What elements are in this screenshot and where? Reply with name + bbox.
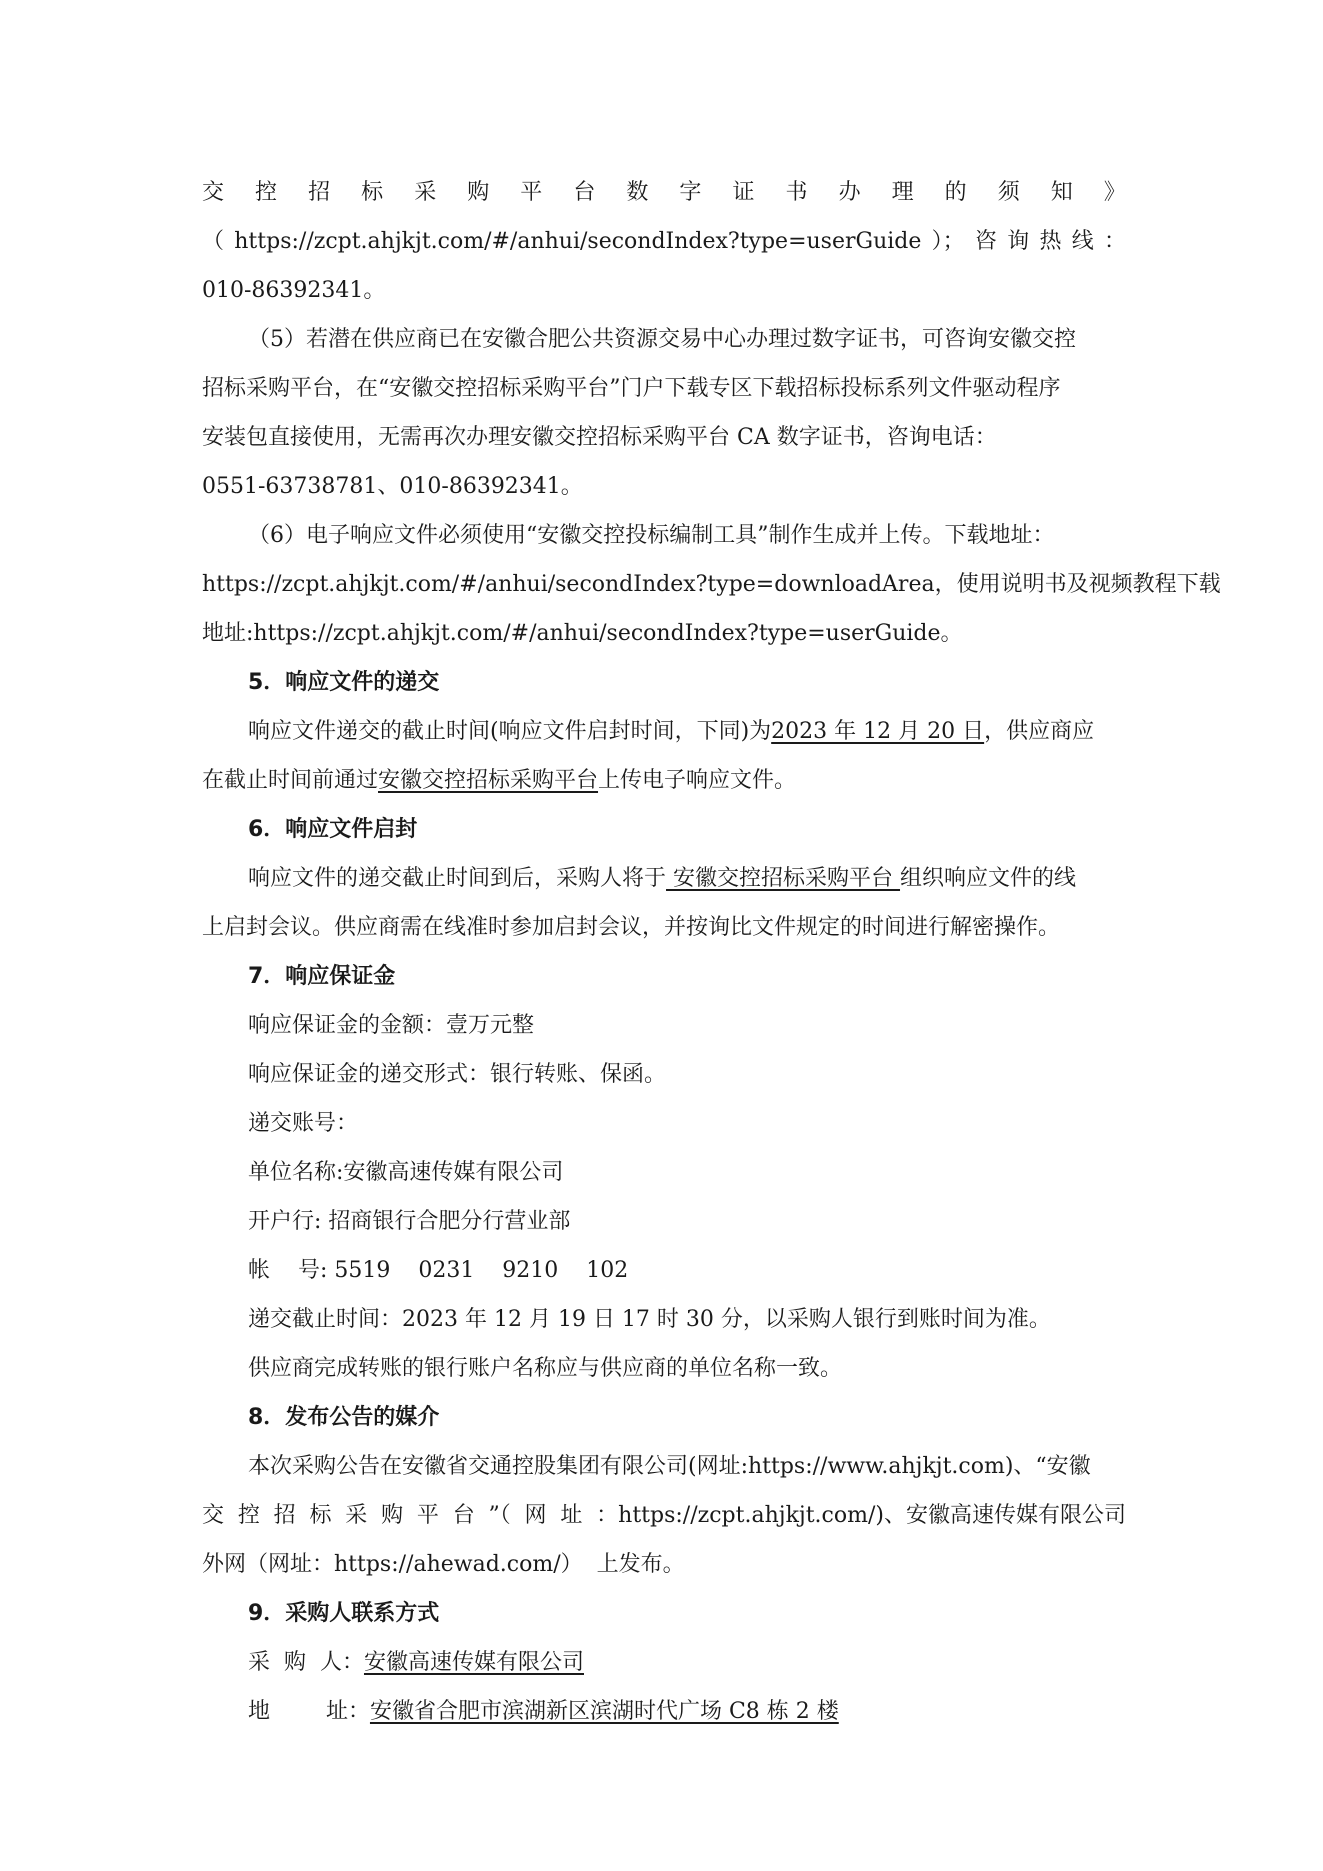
s8-word: 址: [560, 1503, 583, 1528]
s8-word: 网: [524, 1503, 547, 1528]
s6-line1: [248, 864, 1172, 894]
s8-line1: 本次采购公告在安徽省交通控股集团有限公司(网址:https://www.ahjkjt.com)、“安徽: [248, 1454, 1091, 1479]
p1-char: 证: [732, 180, 755, 205]
section-8-heading: 8．发布公告的媒介: [248, 1405, 440, 1430]
s5-deadline: 2023 年 12 月 20 日: [771, 719, 985, 744]
p1-char: 须: [997, 180, 1020, 205]
s8-word: ”（: [488, 1503, 511, 1528]
section-5-heading: 5．响应文件的递交: [248, 670, 440, 695]
p3-line1: （6）电子响应文件必须使用“安徽交控投标编制工具”制作生成并上传。下载地址：: [248, 523, 1055, 548]
s8-word: ：https://zcpt.ahjkjt.com/)、安徽高速传媒有限公司: [596, 1503, 1126, 1528]
s8-word: 采: [345, 1503, 368, 1528]
s8-line2: [202, 1501, 1126, 1531]
s6-platform: 安徽交控招标采购平台: [666, 866, 901, 891]
s8-word: 购: [381, 1503, 404, 1528]
section-7-heading: 7．响应保证金: [248, 964, 396, 989]
p1-char: 平: [520, 180, 543, 205]
p1-char: 交: [202, 180, 225, 205]
s8-line3: 外网（网址：https://ahewad.com/） 上发布。: [202, 1552, 685, 1577]
p1-line2: [202, 227, 1126, 257]
p1-char: 知: [1050, 180, 1073, 205]
p1-word: 询: [1007, 229, 1030, 254]
p1-char: 》: [1103, 180, 1126, 205]
p1-char: 字: [679, 180, 702, 205]
p1-char: 招: [308, 180, 331, 205]
p3-line3: 地址:https://zcpt.ahjkjt.com/#/anhui/secondIndex?type=userGuide。: [202, 621, 963, 646]
s5-line2: [202, 766, 1126, 796]
s9-address-line: [248, 1697, 1172, 1727]
p1-char: 书: [785, 180, 808, 205]
s5-text: 上传电子响应文件。: [598, 768, 797, 793]
s7-line: 单位名称:安徽高速传媒有限公司: [248, 1160, 564, 1185]
s5-text: ，供应商应: [984, 719, 1095, 744]
s6-text: 响应文件的递交截止时间到后，采购人将于: [248, 866, 667, 891]
s8-word: 控: [237, 1503, 260, 1528]
buyer-value: 安徽高速传媒有限公司: [363, 1650, 584, 1675]
s7-line: 递交账号：: [248, 1111, 359, 1136]
address-label: 地 址：: [248, 1699, 370, 1724]
s9-buyer-line: [248, 1648, 1172, 1678]
s8-word: 台: [452, 1503, 475, 1528]
buyer-label: 采 购 人：: [248, 1650, 364, 1675]
s8-word: 交: [202, 1503, 225, 1528]
p1-char: 控: [255, 180, 278, 205]
p1-char: 采: [414, 180, 437, 205]
s6-text: 组织响应文件的线: [900, 866, 1077, 891]
s7-line: 开户行: 招商银行合肥分行营业部: [248, 1209, 571, 1234]
p1-char: 理: [891, 180, 914, 205]
p1-word: 咨: [974, 229, 997, 254]
p1-word: ）；: [931, 229, 965, 254]
section-6-heading: 6．响应文件启封: [248, 817, 418, 842]
p1-char: 办: [838, 180, 861, 205]
p1-word: 热: [1039, 229, 1062, 254]
address-value: 安徽省合肥市滨湖新区滨湖时代广场 C8 栋 2 楼: [369, 1699, 839, 1724]
s6-line2: 上启封会议。供应商需在线准时参加启封会议，并按询比文件规定的时间进行解密操作。: [202, 915, 1061, 940]
p2-line1: （5）若潜在供应商已在安徽合肥公共资源交易中心办理过数字证书，可咨询安徽交控: [248, 327, 1076, 352]
s7-line: 供应商完成转账的银行账户名称应与供应商的单位名称一致。: [248, 1356, 843, 1381]
p1-line1: [202, 178, 1126, 208]
section-9-heading: 9．采购人联系方式: [248, 1601, 440, 1626]
p1-word: ：: [1103, 229, 1126, 254]
p3-line2: https://zcpt.ahjkjt.com/#/anhui/secondIndex?type=downloadArea，使用说明书及视频教程下载: [202, 572, 1221, 597]
s5-text: 在截止时间前通过: [202, 768, 379, 793]
s5-text: 响应文件递交的截止时间(响应文件启封时间，下同)为: [248, 719, 772, 744]
s5-platform: 安徽交控招标采购平台: [378, 768, 599, 793]
p1-word: 线: [1071, 229, 1094, 254]
s7-line: 递交截止时间：2023 年 12 月 19 日 17 时 30 分，以采购人银行到账时间为准。: [248, 1307, 1051, 1332]
p1-link-text: https://zcpt.ahjkjt.com/#/anhui/secondIndex?type=userGuide: [234, 229, 922, 254]
p1-char: 台: [573, 180, 596, 205]
s7-account-number: 帐 号: 5519 0231 9210 102: [248, 1258, 629, 1283]
s8-word: 平: [416, 1503, 439, 1528]
s8-word: 招: [273, 1503, 296, 1528]
s7-line: 响应保证金的递交形式：银行转账、保函。: [248, 1062, 667, 1087]
p1-char: 购: [467, 180, 490, 205]
p1-line3: 010-86392341。: [202, 278, 386, 303]
p1-char: 的: [944, 180, 967, 205]
p1-char: 标: [361, 180, 384, 205]
s5-line1: [248, 717, 1172, 747]
s7-line: 响应保证金的金额：壹万元整: [248, 1013, 535, 1038]
p1-char: 数: [626, 180, 649, 205]
p2-line2: 招标采购平台，在“安徽交控招标采购平台”门户下载专区下载招标投标系列文件驱动程序: [202, 376, 1061, 401]
p2-line3: 安装包直接使用，无需再次办理安徽交控招标采购平台 CA 数字证书，咨询电话：: [202, 425, 997, 450]
s8-word: 标: [309, 1503, 332, 1528]
p1-word: （: [202, 229, 225, 254]
p2-line4: 0551-63738781、010-86392341。: [202, 474, 583, 499]
